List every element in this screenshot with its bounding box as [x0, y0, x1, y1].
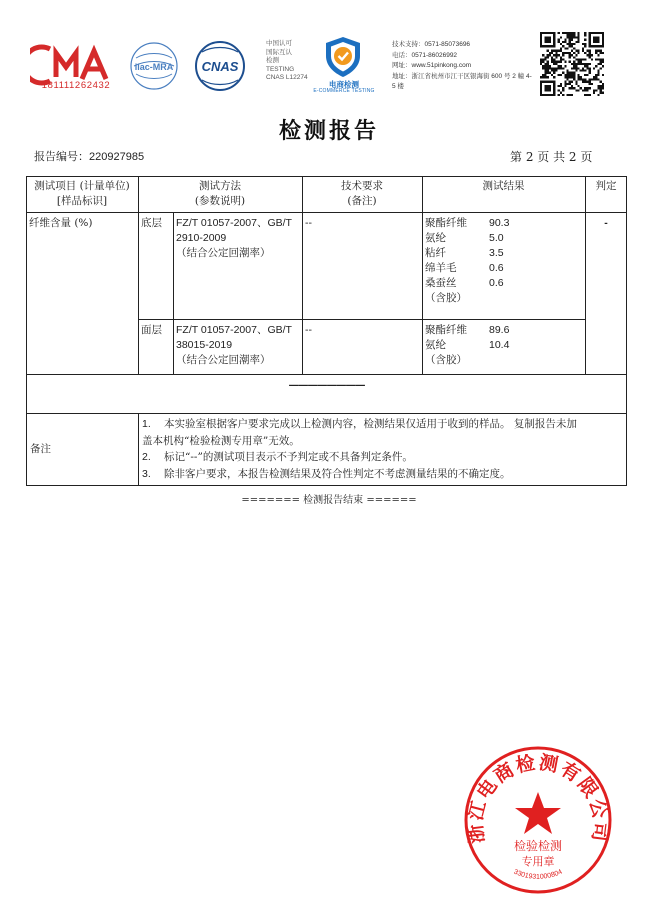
fiber-name: 聚酯纤维 — [425, 324, 467, 336]
layer-method — [176, 216, 302, 261]
fiber-value: 0.6 — [489, 262, 504, 274]
layer-requirement: -- — [305, 324, 312, 336]
cert-line: TESTING — [266, 65, 295, 73]
layer-method — [176, 323, 302, 368]
result-row — [425, 276, 583, 291]
page-info: 第 2 页 共 2 页 — [510, 150, 593, 164]
results-table — [26, 176, 627, 486]
method-note: （结合公定回潮率） — [176, 354, 271, 366]
fiber-name: 桑蚕丝 — [425, 277, 457, 289]
qr-code-icon — [540, 32, 604, 96]
header-method-line2: (参数说明) — [194, 195, 246, 207]
report-end-line: ======= 检测报告结束 ====== — [241, 495, 417, 506]
remark-item — [142, 449, 624, 466]
fiber-name: 聚酯纤维 — [425, 217, 467, 229]
remark-text: 标记“--”的测试项目表示不予判定或不具备判定条件。 — [164, 451, 413, 463]
layer-results — [425, 216, 583, 306]
result-note: （含胶） — [425, 292, 467, 304]
header-judge: 判定 — [595, 180, 617, 192]
phone-label: 电话： — [392, 51, 412, 59]
fiber-name: 粘纤 — [425, 247, 446, 259]
remark-number: 1. — [142, 418, 151, 430]
fiber-value: 10.4 — [489, 339, 510, 351]
judgement: - — [604, 217, 608, 229]
header-req-line2: (备注) — [347, 195, 377, 207]
seal-number-text — [513, 869, 564, 881]
fiber-value: 3.5 — [489, 247, 504, 259]
header-requirement — [302, 179, 422, 209]
report-number-label: 报告编号： — [34, 151, 89, 163]
result-row — [425, 261, 583, 276]
layer-name: 面层 — [141, 324, 162, 336]
remark-item — [142, 466, 624, 483]
fiber-name: 绵羊毛 — [425, 262, 457, 274]
cert-line: 国际互认 — [266, 48, 292, 56]
remark-text-continued: 盖本机构“检验检测专用章”无效。 — [142, 434, 300, 447]
web-value: www.51pinkong.com — [411, 62, 472, 69]
seal-purpose-line1: 检验检测 — [513, 839, 563, 853]
cma-number: 181111262432 — [41, 80, 111, 91]
seal-number-path: 3301931000804 — [512, 868, 564, 881]
phone-value: 0571-86026992 — [411, 51, 458, 59]
cnas-logo — [188, 40, 252, 92]
method-note: （结合公定回潮率） — [176, 247, 271, 259]
header-item-line2: [样品标识] — [56, 195, 108, 207]
ilac-mra-logo — [128, 40, 180, 92]
seal-org-path: 浙江电商检测有限公司 — [464, 751, 612, 845]
cert-line: 中国认可 — [266, 40, 292, 47]
remarks-list — [142, 416, 624, 482]
header-result: 测试结果 — [482, 180, 525, 192]
remark-text: 除非客户要求，本报告检测结果及符合性判定不考虑测量结果的不确定度。 — [164, 467, 511, 480]
layer-results — [425, 323, 583, 368]
cnas-logo-text: CNAS — [201, 59, 239, 74]
address-label: 地址： — [392, 72, 412, 80]
header-item-line1: 测试项目 (计量单位) — [34, 180, 130, 192]
support-label: 技术支持： — [392, 41, 425, 48]
support-value: 0571-85073696 — [424, 41, 471, 48]
method-line: FZ/T 01057-2007、GB/T — [176, 217, 292, 229]
result-row — [425, 246, 583, 261]
fiber-value: 89.6 — [489, 324, 510, 336]
separator-line: ———————— — [288, 379, 365, 391]
fiber-value: 0.6 — [489, 277, 504, 289]
test-item-name: 纤维含量 (%) — [29, 217, 93, 229]
remark-number: 2. — [142, 451, 151, 463]
fiber-name: 氨纶 — [425, 232, 446, 244]
remarks-label: 备注 — [30, 443, 51, 455]
header-method — [138, 179, 302, 209]
fiber-value: 5.0 — [489, 232, 504, 244]
official-seal — [462, 744, 614, 896]
report-number — [34, 148, 144, 164]
cert-line: 检测 — [266, 57, 279, 65]
remark-text: 本实验室根据客户要求完成以上检测内容，检测结果仅适用于收到的样品。 复制报告未加 — [164, 418, 577, 430]
header-method-line1: 测试方法 — [199, 180, 241, 192]
result-row — [425, 216, 583, 231]
eshield-en-text: E-COMMERCE TESTING — [313, 88, 375, 94]
ilac-logo-text: ilac-MRA — [134, 62, 174, 72]
accreditation-text — [266, 40, 308, 83]
eshield-cn-text: 电商检测 — [329, 80, 359, 89]
result-row — [425, 323, 583, 338]
result-row — [425, 231, 583, 246]
header-item — [26, 179, 138, 209]
address-value: 浙江省杭州市江干区银海街 600 号 2 幢 4-5 楼 — [392, 72, 532, 90]
method-line: 38015-2019 — [176, 339, 233, 351]
report-number-value: 220927985 — [89, 151, 145, 163]
result-note: （含胶） — [425, 354, 467, 366]
seal-star-icon — [515, 792, 561, 834]
layer-requirement: -- — [305, 217, 312, 229]
method-line: FZ/T 01057-2007、GB/T — [176, 324, 292, 336]
contact-block — [392, 40, 532, 93]
remark-item — [142, 416, 624, 433]
method-line: 2910-2009 — [176, 232, 227, 244]
fiber-name: 氨纶 — [425, 339, 446, 351]
layer-name: 底层 — [141, 217, 162, 229]
remark-number: 3. — [142, 467, 151, 480]
seal-purpose-line2: 专用章 — [521, 855, 555, 868]
result-row — [425, 338, 583, 353]
cert-line: CNAS L12274 — [266, 74, 308, 82]
fiber-value: 90.3 — [489, 217, 510, 229]
page-title: 检测报告 — [278, 118, 379, 144]
ecommerce-testing-shield-icon — [320, 34, 366, 80]
web-label: 网址： — [392, 62, 412, 69]
header-req-line1: 技术要求 — [341, 180, 383, 192]
